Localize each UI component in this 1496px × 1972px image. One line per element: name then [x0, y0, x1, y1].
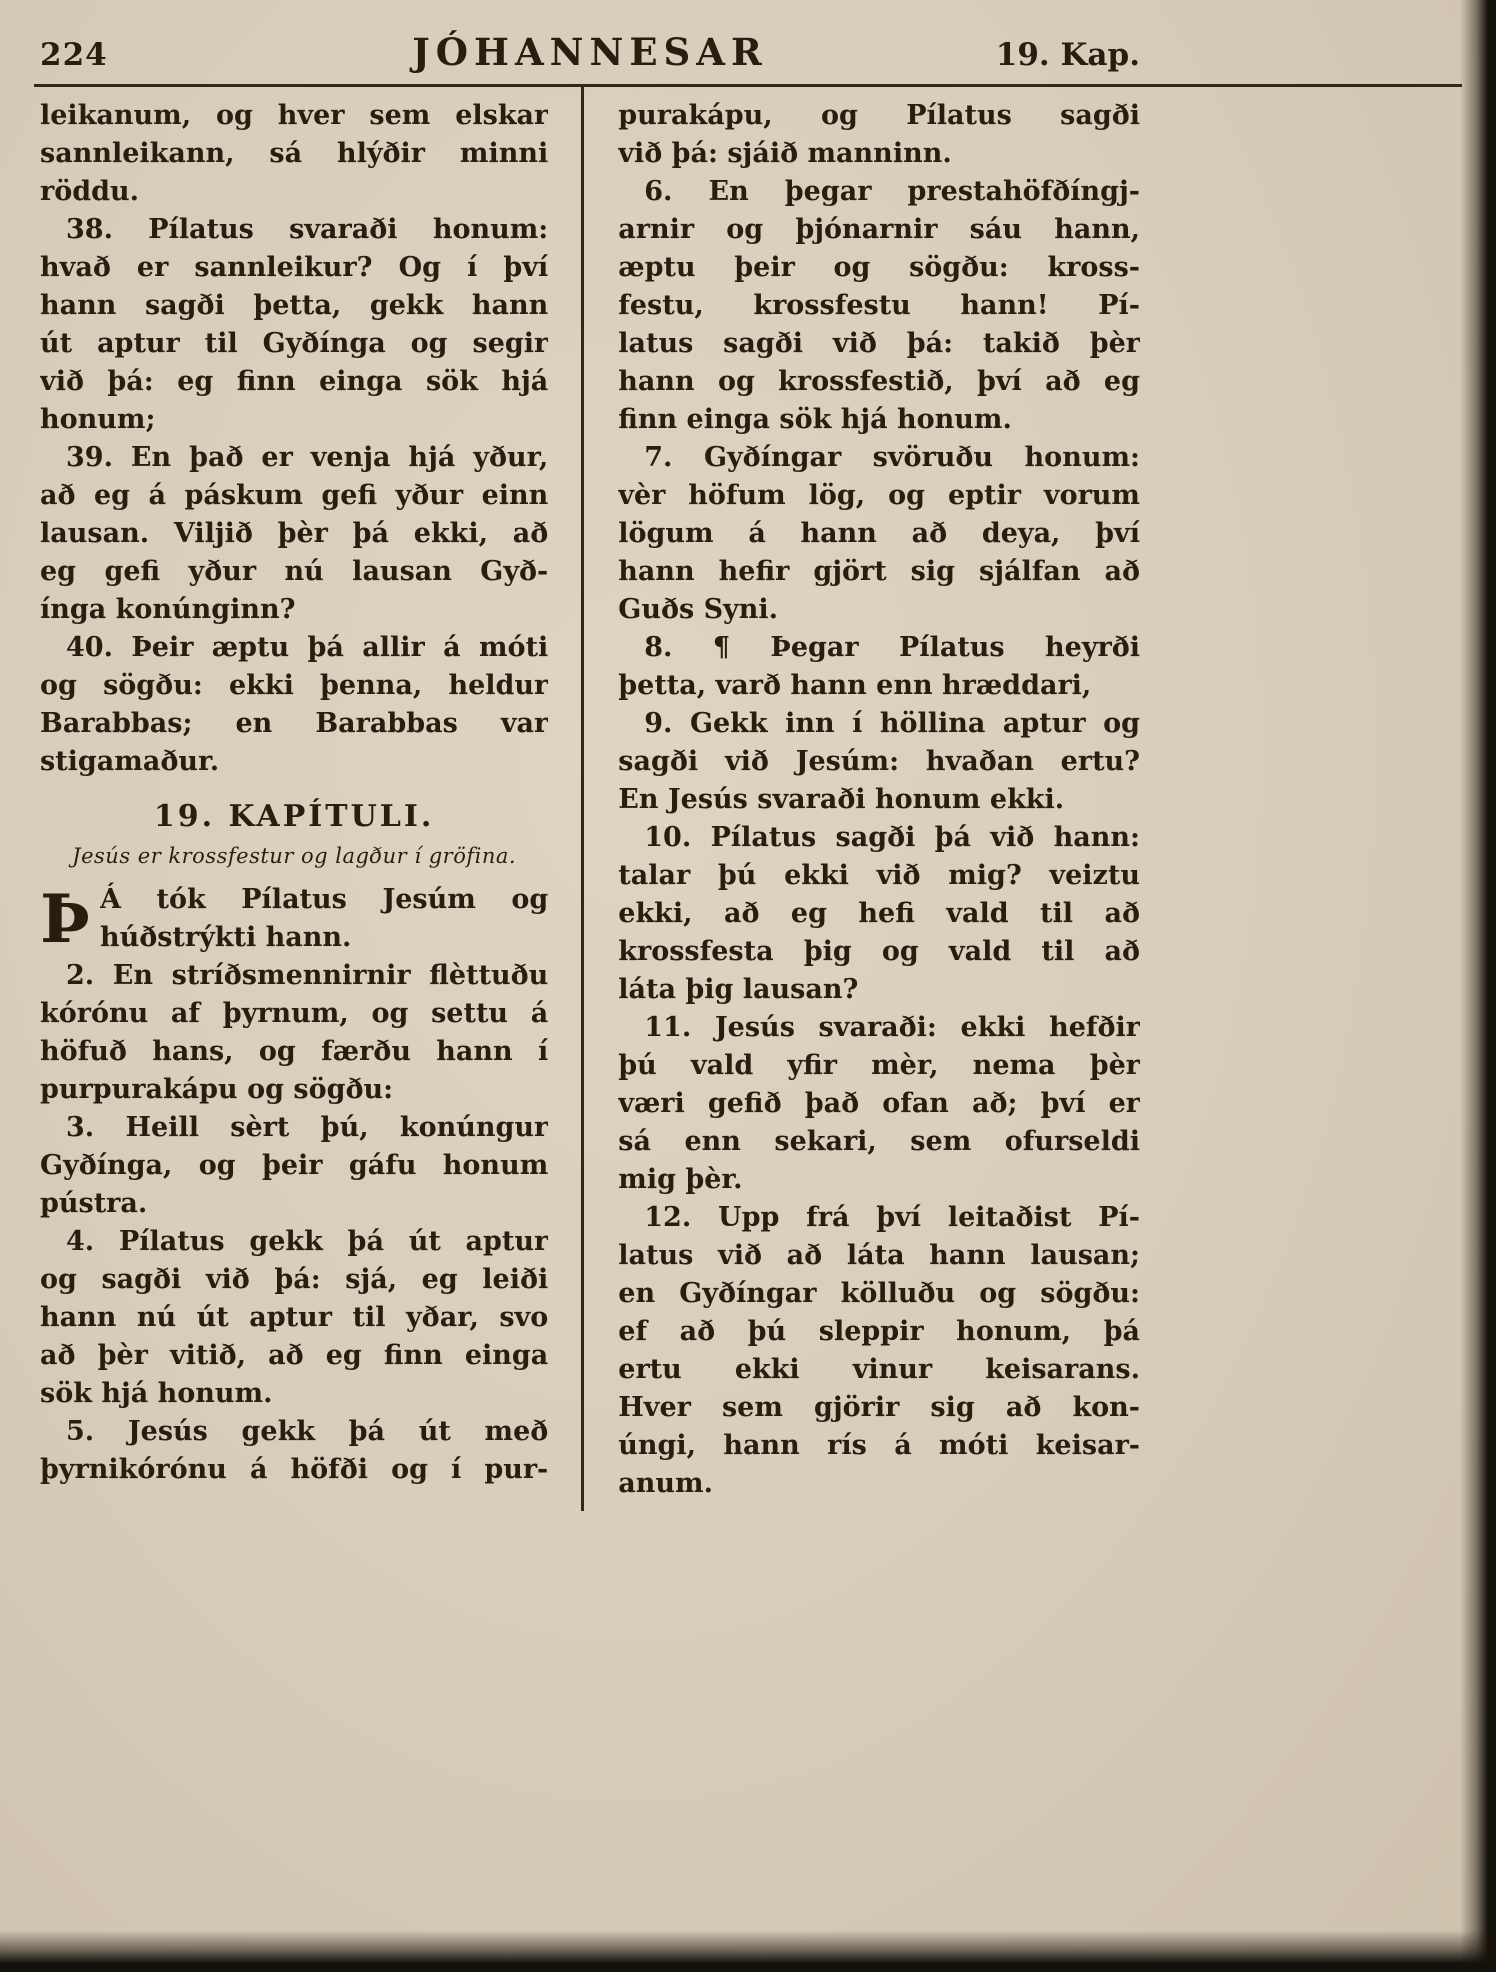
text-line: 5. Jesús gekk þá út með [66, 1416, 549, 1447]
text-line: honum; [40, 404, 156, 435]
text-line: að þèr vitið, að eg finn einga [40, 1340, 549, 1371]
verse-paragraph [40, 1223, 548, 1413]
text-line: Barabbas; en Barabbas var [40, 708, 549, 739]
text-line: anum. [618, 1468, 713, 1499]
text-line: Gyðínga, og þeir gáfu honum [40, 1150, 549, 1181]
text-line: hann sagði þetta, gekk hann [40, 290, 549, 321]
text-line: purakápu, og Pílatus sagði [618, 100, 1140, 131]
verse-paragraph [618, 705, 1140, 819]
text-line: latus við að láta hann lausan; [618, 1240, 1140, 1271]
verse-paragraph [618, 173, 1140, 439]
text-line: festu, krossfestu hann! Pí- [618, 290, 1140, 321]
chapter-heading: 19. KAPÍTULI. [153, 799, 435, 834]
text-line: purpurakápu og sögðu: [40, 1074, 394, 1105]
text-line: hann hefir gjört sig sjálfan að [618, 556, 1140, 587]
text-line: 3. Heill sèrt þú, konúngur [66, 1112, 549, 1143]
chapter-summary: Jesús er krossfestur og lagður í gröfina. [72, 844, 517, 868]
text-line: þetta, varð hann enn hræddari, [618, 670, 1092, 701]
continuation-paragraph [618, 97, 1140, 173]
verse-paragraph [40, 1413, 548, 1489]
text-line: þyrnikórónu á höfði og í pur- [40, 1454, 549, 1485]
right-column [618, 97, 1140, 1503]
page-header [40, 30, 1140, 74]
text-line: 4. Pílatus gekk þá út aptur [66, 1226, 549, 1257]
chapter-ref: 19. Kap. [995, 37, 1140, 73]
text-line: ínga konúnginn? [40, 594, 296, 625]
page-number: 224 [40, 37, 108, 73]
verse-paragraph [618, 1009, 1140, 1199]
continuation-paragraph [40, 97, 548, 211]
book-title: JÓHANNESAR [412, 30, 768, 74]
text-line: en Gyðíngar kölluðu og sögðu: [618, 1278, 1140, 1309]
text-line: vèr höfum lög, og eptir vorum [618, 480, 1140, 511]
header-rule [34, 84, 1462, 87]
text-line: og sögðu: ekki þenna, heldur [40, 670, 549, 701]
text-line: talar þú ekki við mig? veiztu [618, 860, 1140, 891]
text-line: 12. Upp frá því leitaðist Pí- [644, 1202, 1140, 1233]
text-columns [40, 97, 1140, 1503]
text-line: stigamaður. [40, 746, 220, 777]
text-line: 2. En stríðsmennirnir flèttuðu [66, 960, 549, 991]
text-line: Hver sem gjörir sig að kon- [618, 1392, 1140, 1423]
verse-paragraph [40, 439, 548, 629]
text-line: sannleikann, sá hlýðir minni [40, 138, 549, 169]
scan-edge-bottom [0, 1930, 1496, 1972]
text-line: mig þèr. [618, 1164, 743, 1195]
text-line: húðstrýkti hann. [99, 922, 352, 953]
text-line: þú vald yfir mèr, nema þèr [618, 1050, 1140, 1081]
text-line: 11. Jesús svaraði: ekki hefðir [644, 1012, 1140, 1043]
verse-paragraph [40, 629, 548, 781]
text-line: og sagði við þá: sjá, eg leiði [40, 1264, 549, 1295]
text-line: sök hjá honum. [40, 1378, 273, 1409]
text-line: pústra. [40, 1188, 148, 1219]
text-line: Á tók Pílatus Jesúm og [99, 884, 549, 915]
text-line: finn einga sök hjá honum. [618, 404, 1012, 435]
verse-paragraph [618, 629, 1140, 705]
text-line: við þá: eg finn einga sök hjá [40, 366, 549, 397]
text-line: leikanum, og hver sem elskar [40, 100, 549, 131]
text-line: 38. Pílatus svaraði honum: [66, 214, 549, 245]
text-line: eg gefi yður nú lausan Gyð- [40, 556, 549, 587]
text-line: röddu. [40, 176, 140, 207]
text-line: hann nú út aptur til yðar, svo [40, 1302, 549, 1333]
text-line: 6. En þegar prestahöfðíngj- [644, 176, 1140, 207]
drop-cap: Þ [40, 880, 90, 958]
text-line: krossfesta þig og vald til að [618, 936, 1140, 967]
text-line: höfuð hans, og færðu hann í [40, 1036, 549, 1067]
text-line: að eg á páskum gefi yður einn [40, 480, 549, 511]
text-line: ertu ekki vinur keisarans. [618, 1354, 1140, 1385]
text-line: út aptur til Gyðínga og segir [40, 328, 549, 359]
verse-paragraph [40, 1109, 548, 1223]
left-column [40, 97, 548, 1503]
verse-paragraph [618, 819, 1140, 1009]
text-line: ef að þú sleppir honum, þá [618, 1316, 1140, 1347]
text-line: æptu þeir og sögðu: kross- [618, 252, 1140, 283]
verse-paragraph [40, 211, 548, 439]
text-line: væri gefið það ofan að; því er [618, 1088, 1140, 1119]
text-line: ekki, að eg hefi vald til að [618, 898, 1140, 929]
text-line: kórónu af þyrnum, og settu á [40, 998, 549, 1029]
text-line: 9. Gekk inn í höllina aptur og [644, 708, 1140, 739]
text-line: sá enn sekari, sem ofurseldi [618, 1126, 1140, 1157]
text-line: hann og krossfestið, því að eg [618, 366, 1140, 397]
text-line: arnir og þjónarnir sáu hann, [618, 214, 1140, 245]
text-line: 39. En það er venja hjá yður, [66, 442, 549, 473]
text-line: 8. ¶ Þegar Pílatus heyrði [644, 632, 1140, 663]
text-line: 40. Þeir æptu þá allir á móti [66, 632, 549, 663]
text-line: 7. Gyðíngar svöruðu honum: [644, 442, 1140, 473]
text-line: sagði við Jesúm: hvaðan ertu? [618, 746, 1140, 777]
verse-paragraph [618, 439, 1140, 629]
verse-paragraph [40, 957, 548, 1109]
continuation-paragraph [40, 881, 548, 957]
text-line: Guðs Syni. [618, 594, 779, 625]
text-line: úngi, hann rís á móti keisar- [618, 1430, 1140, 1461]
text-line: láta þig lausan? [618, 974, 859, 1005]
text-line: lausan. Viljið þèr þá ekki, að [40, 518, 549, 549]
text-line: En Jesús svaraði honum ekki. [618, 784, 1065, 815]
text-line: lögum á hann að deya, því [618, 518, 1140, 549]
text-line: latus sagði við þá: takið þèr [618, 328, 1140, 359]
text-line: 10. Pílatus sagði þá við hann: [644, 822, 1140, 853]
verse-paragraph [618, 1199, 1140, 1503]
text-line: við þá: sjáið manninn. [618, 138, 952, 169]
text-line: hvað er sannleikur? Og í því [40, 252, 549, 283]
scan-edge-right [1460, 0, 1496, 1972]
